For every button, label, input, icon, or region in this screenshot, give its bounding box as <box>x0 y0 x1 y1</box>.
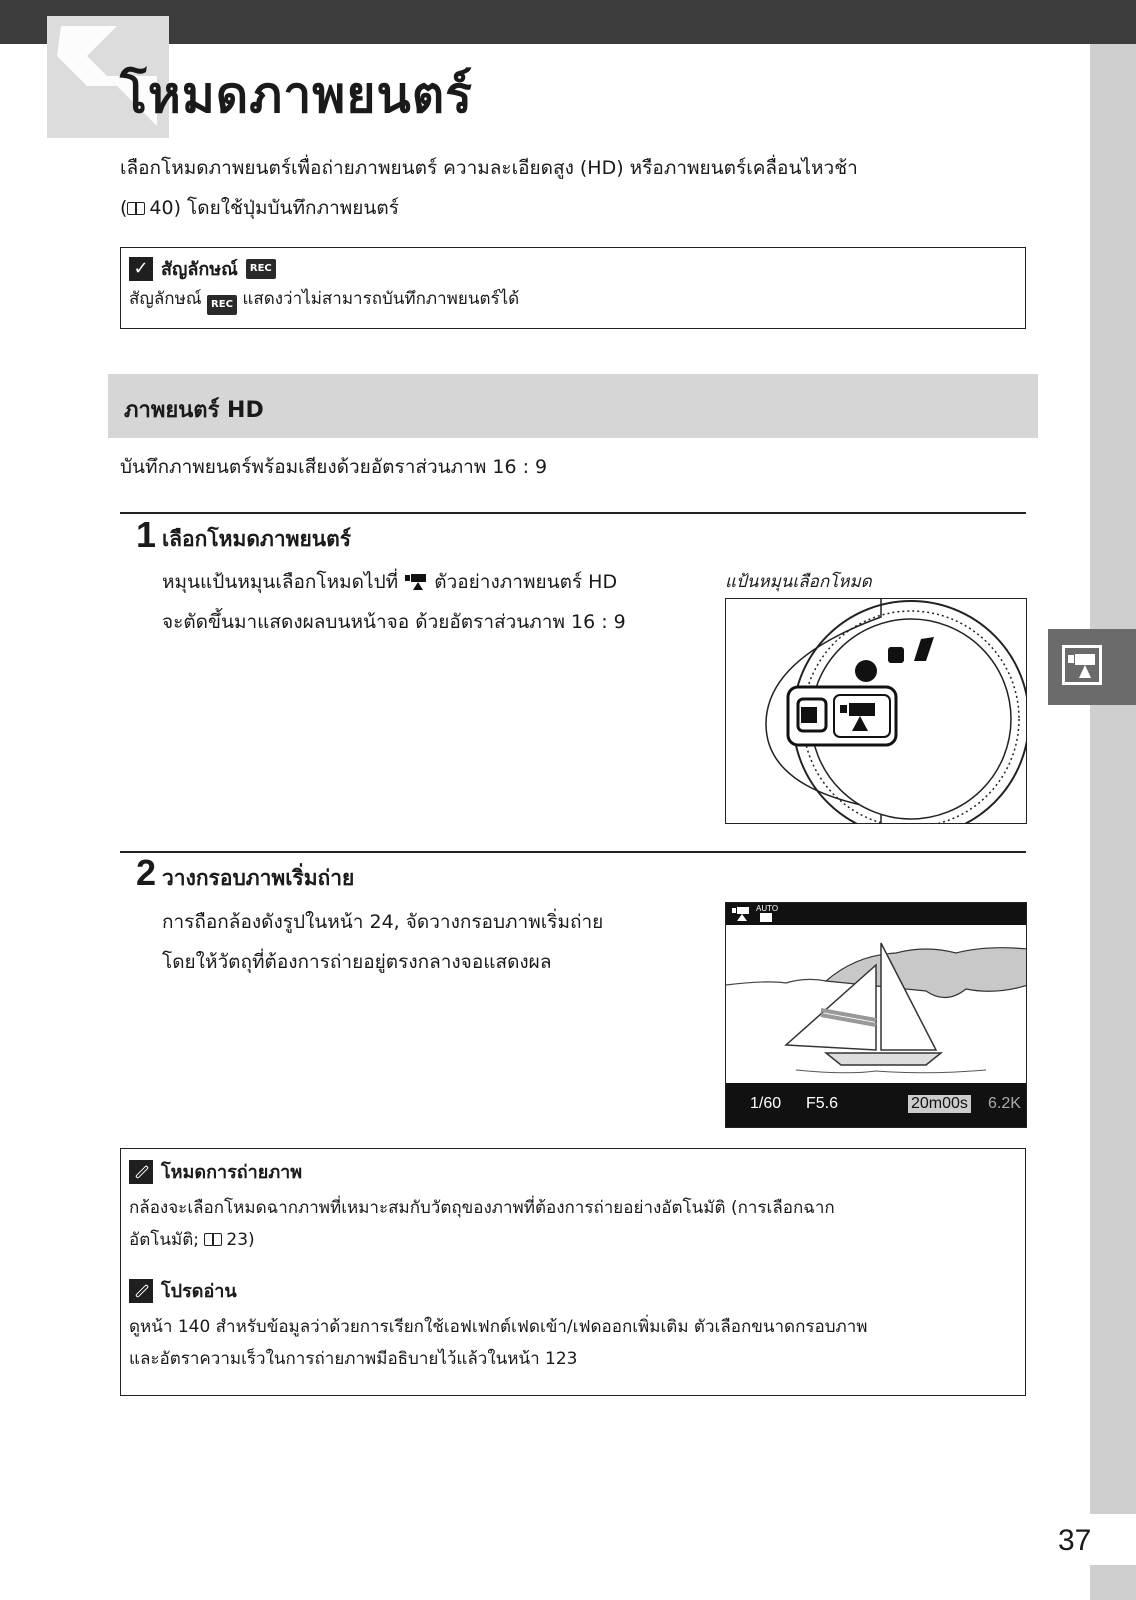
note-rec-text-after: แสดงว่าไม่สามารถบันทึกภาพยนตร์ได้ <box>242 289 520 309</box>
intro-paragraph <box>120 148 1020 228</box>
step-1-number: 1 <box>136 514 157 555</box>
rec-disabled-icon-inline: REC <box>207 295 237 315</box>
step-1-title: เลือกโหมดภาพยนตร์ <box>162 527 352 551</box>
note-rec-text <box>129 283 1017 315</box>
note-2-text <box>129 1311 1017 1375</box>
step-2-title: วางกรอบภาพเริ่มถ่าย <box>162 866 355 890</box>
step-1-line-1 <box>162 562 702 602</box>
note-1-line-2 <box>129 1224 1017 1256</box>
checkmark-icon: ✓ <box>129 257 153 281</box>
note-2-line-1: ดูหน้า 140 สำหรับข้อมูลว่าด้วยการเรียกใช้เอฟเฟกต์เฟดเข้า/เฟดออกเพิ่มเติม ตัวเลือกขนาดกรอบภาพ <box>129 1317 868 1337</box>
pencil-icon <box>129 1160 153 1184</box>
step-1-divider <box>120 512 1026 514</box>
section-title: ภาพยนตร์ HD <box>124 398 264 423</box>
note-2-heading-text: โปรดอ่าน <box>161 1281 237 1302</box>
step-1-line-2: จะตัดขึ้นมาแสดงผลบนหน้าจอ ด้วยอัตราส่วนภาพ 16 : 9 <box>162 611 626 633</box>
mode-dial-caption: แป้นหมุนเลือกโหมด <box>725 572 872 592</box>
step-2-line-1: การถือกล้องดังรูปในหน้า 24, จัดวางกรอบภาพเริ่มถ่าย <box>162 911 604 933</box>
sailboat-scene <box>726 925 1027 1085</box>
step-2-body <box>162 902 702 982</box>
right-margin-band <box>1090 44 1136 1514</box>
note-box-rec <box>120 247 1026 329</box>
note-2-heading <box>129 1276 1017 1305</box>
header-bar <box>0 0 1136 44</box>
monitor-status-bar <box>726 1083 1026 1127</box>
shutter-speed: 1/60 <box>750 1095 782 1112</box>
note-1-heading-text: โหมดการถ่ายภาพ <box>161 1162 303 1183</box>
note-1-line-2-after: 23) <box>226 1230 255 1250</box>
section-header <box>108 374 1038 438</box>
notes-box <box>120 1148 1026 1396</box>
movie-time-remaining: 20m00s <box>908 1095 971 1113</box>
section-description: บันทึกภาพยนตร์พร้อมเสียงด้วยอัตราส่วนภาพ 16 : 9 <box>120 456 548 478</box>
rec-disabled-icon: REC <box>246 259 276 279</box>
note-1-heading <box>129 1157 1017 1186</box>
page-title: โหมดภาพยนตร์ <box>120 66 474 124</box>
chapter-tab-movie[interactable] <box>1048 629 1136 705</box>
intro-ref-text: 40) โดยใช้ปุ่มบันทึกภาพยนตร์ <box>149 197 399 219</box>
step-1-line-1-before: หมุนแป้นหมุนเลือกโหมดไปที่ <box>162 571 399 593</box>
step-2-number: 2 <box>136 852 157 893</box>
frame-count: 6.2K <box>988 1095 1021 1112</box>
book-reference-icon <box>204 1233 222 1246</box>
movie-mode-icon <box>404 571 428 591</box>
mode-dial-illustration <box>725 598 1027 824</box>
intro-line-2: ( 40) โดยใช้ปุ่มบันทึกภาพยนตร์ <box>120 197 399 219</box>
intro-line-1: เลือกโหมดภาพยนตร์เพื่อถ่ายภาพยนตร์ ความละเอียดสูง (HD) หรือภาพยนตร์เคลื่อนไหวช้า <box>120 157 858 179</box>
note-rec-heading-text: สัญลักษณ์ <box>161 259 238 280</box>
note-1-line-1: กล้องจะเลือกโหมดฉากภาพที่เหมาะสมกับวัตถุของภาพที่ต้องการถ่ายอย่างอัตโนมัติ (การเลือกฉาก <box>129 1198 835 1218</box>
movie-camera-icon <box>1062 645 1102 685</box>
note-2-line-2: และอัตราความเร็วในการถ่ายภาพมีอธิบายไว้แล้วในหน้า 123 <box>129 1349 578 1369</box>
book-reference-icon <box>127 202 145 215</box>
monitor-auto-label: AUTO <box>756 904 779 913</box>
step-1-body <box>162 562 702 642</box>
note-rec-text-before: สัญลักษณ์ <box>129 289 202 309</box>
right-margin-band-bottom <box>1090 1565 1136 1600</box>
note-1-text <box>129 1192 1017 1256</box>
page-number: 37 <box>1058 1524 1092 1557</box>
step-2-line-2: โดยให้วัตถุที่ต้องการถ่ายอยู่ตรงกลางจอแสดงผล <box>162 951 552 973</box>
step-2-divider <box>120 851 1026 853</box>
pencil-icon <box>129 1279 153 1303</box>
note-rec-heading <box>129 254 1017 283</box>
monitor-top-bar <box>726 903 1026 925</box>
step-1-line-1-after: ตัวอย่างภาพยนตร์ HD <box>434 571 618 593</box>
aperture-value: F5.6 <box>806 1095 839 1112</box>
note-1-line-2-before: อัตโนมัติ; <box>129 1230 199 1250</box>
monitor-display-illustration <box>725 902 1027 1128</box>
